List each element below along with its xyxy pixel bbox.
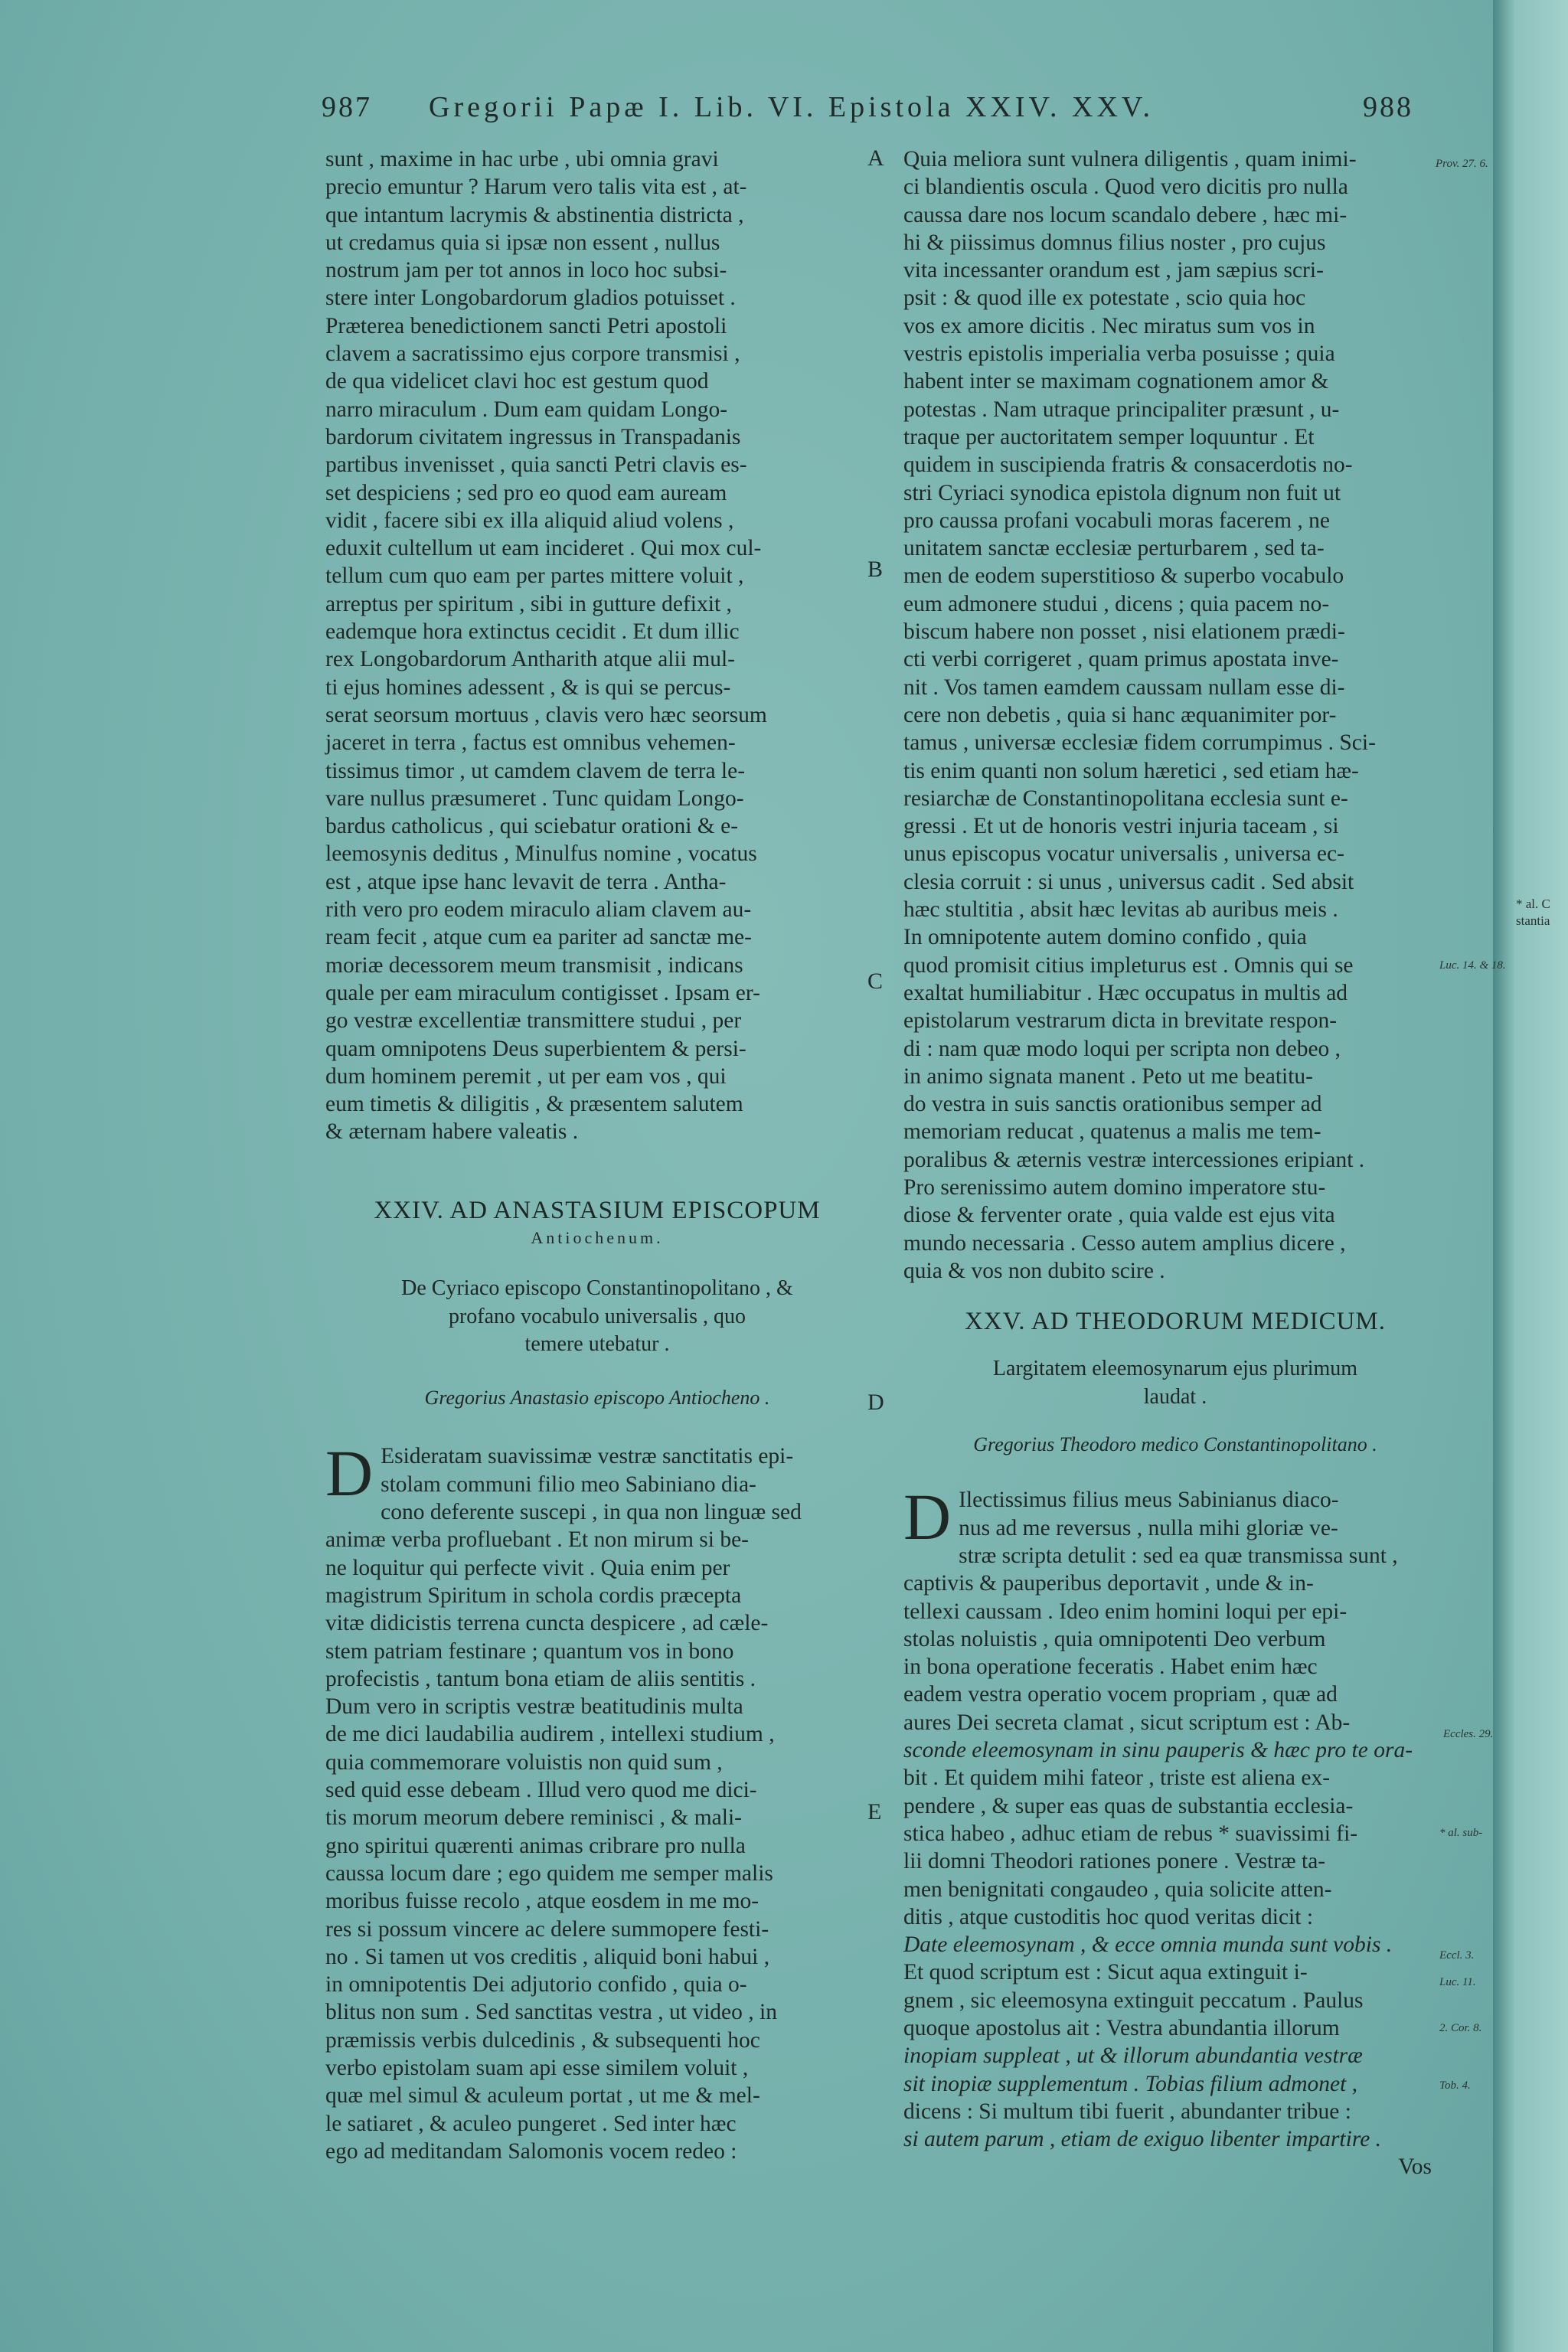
margin-note-luc11: Luc. 11. bbox=[1439, 1976, 1476, 1988]
section-letter-a: A bbox=[867, 145, 884, 171]
text-line: caussa locum dare ; ego quidem me semper malis bbox=[325, 1860, 773, 1886]
text-line: vare nullus præsumeret . Tunc quidam Longo- bbox=[325, 786, 744, 811]
text-line: eduxit cultellum ut eam incideret . Qui mox cul- bbox=[325, 536, 762, 561]
text-line: Præterea benedictionem sancti Petri apostoli bbox=[325, 313, 727, 338]
text-line: cti verbi corrigeret , quam primus apostata inve- bbox=[903, 647, 1339, 672]
text-line: memoriam reducat , quatenus a malis me tem- bbox=[903, 1119, 1321, 1145]
text-line: habent inter se maximam cognationem amor & bbox=[903, 369, 1329, 394]
text-line: & æternam habere valeatis . bbox=[325, 1119, 579, 1145]
text-line: clavem a sacratissimo ejus corpore transmisi , bbox=[325, 341, 740, 367]
epistle-25-title: XXV. AD THEODORUM MEDICUM. bbox=[964, 1308, 1387, 1336]
text-line: inopiam suppleat , ut & illorum abundantia vestræ bbox=[903, 2043, 1363, 2069]
text-line: stica habeo , adhuc etiam de rebus * suavissimi fi- bbox=[903, 1821, 1358, 1846]
text-line: gno spiritui quærenti animas cribrare pro nulla bbox=[325, 1833, 746, 1858]
text-line: sit inopiæ supplementum . Tobias filium admonet , bbox=[903, 2071, 1358, 2096]
page-number-right: 988 bbox=[1363, 91, 1413, 123]
text-line: blitus non sum . Sed sanctitas vestra , ut video , in bbox=[325, 2000, 777, 2025]
text-line: biscum habere non posset , nisi elationem prædi- bbox=[903, 619, 1345, 645]
text-line: stri Cyriaci synodica epistola dignum non fuit ut bbox=[903, 480, 1341, 505]
text-line: quia commemorare voluistis non quid sum , bbox=[325, 1749, 723, 1775]
text-line: diose & ferventer orate , quia valde est ejus vita bbox=[903, 1203, 1335, 1228]
text-line: serat seorsum mortuus , clavis vero hæc seorsum bbox=[325, 702, 767, 727]
margin-note-eccl3: Eccl. 3. bbox=[1439, 1949, 1475, 1962]
text-line: vos ex amore dicitis . Nec miratus sum vos in bbox=[903, 313, 1315, 338]
text-line: nit . Vos tamen eamdem caussam nullam esse di- bbox=[903, 675, 1345, 700]
text-line: sconde eleemosynam in sinu pauperis & hæc pro te ora- bbox=[903, 1738, 1413, 1763]
text-line: ti ejus homines adessent , & is qui se percus- bbox=[325, 675, 731, 700]
text-line: psit : & quod ille ex potestate , scio quia hoc bbox=[903, 286, 1306, 311]
text-line: vita incessanter orandum est , jam sæpius scri- bbox=[903, 258, 1324, 283]
text-line: quæ mel simul & aculeum portat , ut me & mel- bbox=[325, 2083, 760, 2109]
text-line: quidem in suscipienda fratris & consacerdotis no- bbox=[903, 452, 1353, 478]
text-line: jaceret in terra , factus est omnibus vehemen- bbox=[325, 730, 736, 756]
text-line: gressi . Et ut de honoris vestri injuria taceam , si bbox=[903, 814, 1339, 839]
text-line: potestas . Nam utraque principaliter præsunt , u- bbox=[903, 397, 1340, 422]
text-line: nostrum jam per tot annos in loco hoc subsi- bbox=[325, 258, 727, 283]
text-line: bardus catholicus , qui sciebatur orationi & e- bbox=[325, 814, 739, 839]
margin-note-luc14: Luc. 14. & 18. bbox=[1439, 959, 1506, 972]
left-paragraph-2 bbox=[325, 1436, 869, 2165]
text-line: tis enim quanti non solum hæretici , sed etiam hæ- bbox=[903, 758, 1359, 783]
text-line: rith vero pro eodem miraculo aliam clavem au- bbox=[325, 897, 752, 923]
text-line: gnem , sic eleemosyna extinguit peccatum . Paulus bbox=[903, 1988, 1364, 2013]
text-line: que intantum lacrymis & abstinentia districta , bbox=[325, 202, 744, 227]
epistle-24-address: Gregorius Anastasio episcopo Antiocheno . bbox=[424, 1387, 770, 1410]
summary-line: De Cyriaco episcopo Constantinopolitano , & bbox=[401, 1276, 793, 1301]
summary-line: laudat . bbox=[1143, 1384, 1207, 1409]
left-paragraph-1 bbox=[325, 145, 869, 1146]
margin-note-eccl: Eccles. 29. bbox=[1443, 1728, 1494, 1740]
text-line: go vestræ excellentiæ transmittere studui , per bbox=[325, 1008, 742, 1034]
text-line: de qua videlicet clavi hoc est gestum quod bbox=[325, 369, 709, 394]
text-line: profecistis , tantum bona etiam de aliis sentitis . bbox=[325, 1666, 756, 1691]
text-line: partibus invenisset , quia sancti Petri clavis es- bbox=[325, 452, 747, 478]
summary-line: profano vocabulo universalis , quo bbox=[448, 1304, 746, 1328]
text-line: nus ad me reversus , nulla mihi gloriæ ve- bbox=[959, 1515, 1338, 1540]
text-line: præmissis verbis dulcedinis , & subsequenti hoc bbox=[325, 2027, 760, 2053]
text-line: unus episcopus vocatur universalis , universa ec- bbox=[903, 841, 1344, 867]
text-line: dum hominem peremit , ut per eam vos , qui bbox=[325, 1063, 727, 1089]
text-line: Esideratam suavissimæ vestræ sanctitatis epi- bbox=[381, 1444, 794, 1469]
text-line: eum admonere studui , dicens ; quia pacem no- bbox=[903, 591, 1330, 616]
text-line: Quia meliora sunt vulnera diligentis , quam inimi- bbox=[903, 147, 1357, 172]
epistle-24-title: XXIV. AD ANASTASIUM EPISCOPUM bbox=[374, 1196, 821, 1224]
text-line: Ilectissimus filius meus Sabinianus diaco- bbox=[959, 1488, 1339, 1513]
text-line: exaltat humiliabitur . Hæc occupatus in multis ad bbox=[903, 980, 1348, 1005]
section-letter-b: B bbox=[867, 557, 884, 582]
epistle-24-summary bbox=[325, 1275, 869, 1358]
text-line: eademque hora extinctus cecidit . Et dum illic bbox=[325, 619, 740, 645]
text-line: eadem vestra operatio vocem propriam , quæ ad bbox=[903, 1682, 1338, 1707]
drop-cap: D bbox=[325, 1436, 374, 1511]
text-line: tellum cum quo eam per partes mittere voluit , bbox=[325, 564, 744, 589]
text-line: traque per auctoritatem semper loquuntur . Et bbox=[903, 424, 1315, 449]
text-line: stere inter Longobardorum gladios potuisset . bbox=[325, 286, 736, 311]
text-line: In omnipotente autem domino confido , quia bbox=[903, 925, 1307, 950]
text-line: dicens : Si multum tibi fuerit , abundanter tribue : bbox=[903, 2099, 1351, 2124]
text-line: lii domni Theodori rationes ponere . Vestræ ta- bbox=[903, 1849, 1326, 1874]
margin-note-cor: 2. Cor. 8. bbox=[1439, 2022, 1482, 2034]
text-line: tellexi caussam . Ideo enim homini loqui per epi- bbox=[903, 1599, 1348, 1624]
text-line: vestris epistolis imperialia verba posuisse ; quia bbox=[903, 341, 1335, 367]
facing-page-edge bbox=[1493, 0, 1568, 2352]
text-line: ut credamus quia si ipsæ non essent , nullus bbox=[325, 230, 720, 255]
epistle-25-heading bbox=[903, 1308, 1447, 1335]
text-line: resiarchæ de Constantinopolitana ecclesia sunt e- bbox=[903, 786, 1348, 811]
margin-note-tob: Tob. 4. bbox=[1439, 2079, 1471, 2092]
drop-cap: D bbox=[903, 1480, 952, 1554]
text-line: tamus , universæ ecclesiæ fidem corrumpimus . Sci- bbox=[903, 730, 1376, 756]
text-line: precio emuntur ? Harum vero talis vita est , at- bbox=[325, 175, 747, 200]
text-line: cere non debetis , quia si hanc æquanimiter por- bbox=[903, 702, 1337, 727]
section-letter-c: C bbox=[867, 969, 884, 994]
text-line: Date eleemosynam , & ecce omnia munda sunt vobis . bbox=[903, 1932, 1393, 1958]
text-line: quale per eam miraculum contigisset . Ipsam er- bbox=[325, 980, 760, 1005]
text-line: in omnipotentis Dei adjutorio confido , quia o- bbox=[325, 1972, 747, 1998]
section-letter-e: E bbox=[867, 1799, 882, 1824]
text-line: res si possum vincere ac delere summopere festi- bbox=[325, 1916, 769, 1942]
text-line: ditis , atque custoditis hoc quod veritas dicit : bbox=[903, 1904, 1314, 1929]
text-line: leemosynis deditus , Minulfus nomine , vocatus bbox=[325, 841, 757, 867]
text-line: magistrum Spiritum in schola cordis præcepta bbox=[325, 1583, 742, 1608]
text-line: men benignitati congaudeo , quia solicite atten- bbox=[903, 1877, 1332, 1902]
section-letter-d: D bbox=[867, 1390, 884, 1415]
epistle-25-summary bbox=[903, 1355, 1447, 1411]
text-line: no . Si tamen ut vos creditis , aliquid boni habui , bbox=[325, 1944, 770, 1969]
epistle-25-address: Gregorius Theodoro medico Constantinopolitano . bbox=[973, 1433, 1377, 1456]
text-line: rex Longobardorum Antharith atque alii mul- bbox=[325, 647, 735, 672]
text-line: in bona operatione feceratis . Habet enim hæc bbox=[903, 1655, 1318, 1680]
margin-note-al-sub: * al. sub- bbox=[1439, 1827, 1483, 1839]
text-line: verbo epistolam suam api esse similem voluit , bbox=[325, 2056, 749, 2080]
text-line: quod promisit citius impleturus est . Omnis qui se bbox=[903, 952, 1354, 978]
text-line: mundo necessaria . Cesso autem amplius dicere , bbox=[903, 1230, 1346, 1256]
text-line: est , atque ipse hanc levavit de terra . Antha- bbox=[325, 869, 727, 894]
text-line: sed quid esse debeam . Illud vero quod me dici- bbox=[325, 1778, 757, 1803]
text-line: poralibus & æternis vestræ intercessiones eripiant . bbox=[903, 1147, 1365, 1172]
text-line: vitæ didicistis terrena cuncta despicere , ad cæle- bbox=[325, 1611, 769, 1636]
text-line: narro miraculum . Dum eam quidam Longo- bbox=[325, 397, 728, 422]
text-line: di : nam quæ modo loqui per scripta non debeo , bbox=[903, 1036, 1341, 1061]
text-line: stolas noluistis , quia omnipotenti Deo verbum bbox=[903, 1626, 1326, 1651]
text-line: le satiaret , & aculeo pungeret . Sed inter hæc bbox=[325, 2111, 737, 2136]
text-line: stem patriam festinare ; quantum vos in bono bbox=[325, 1638, 734, 1664]
text-line: caussa dare nos locum scandalo debere , hæc mi- bbox=[903, 202, 1348, 227]
text-line: do vestra in suis sanctis orationibus semper ad bbox=[903, 1092, 1322, 1117]
text-line: bit . Et quidem mihi fateor , triste est aliena ex- bbox=[903, 1766, 1331, 1791]
text-line: moribus fuisse recolo , atque eosdem in me mo- bbox=[325, 1889, 760, 1914]
text-line: moriæ decessorem meum transmisit , indicans bbox=[325, 952, 743, 978]
right-column bbox=[903, 145, 1447, 2181]
text-line: tissimus timor , ut camdem clavem de terra le- bbox=[325, 758, 746, 783]
text-line: unitatem sanctæ ecclesiæ perturbarem , sed ta- bbox=[903, 536, 1325, 561]
text-line: aures Dei secreta clamat , sicut scriptum est : Ab- bbox=[903, 1710, 1351, 1735]
text-line: pro caussa profani vocabuli moras facerem , ne bbox=[903, 508, 1330, 533]
margin-note-prov: Prov. 27. 6. bbox=[1436, 158, 1488, 170]
text-line: quam omnipotens Deus superbientem & persi- bbox=[325, 1036, 746, 1061]
text-line: stolam communi filio meo Sabiniano dia- bbox=[381, 1472, 756, 1497]
text-line: hæc stultitia , absit hæc levitas ab auribus meis . bbox=[903, 897, 1338, 923]
epistle-24-subtitle: Antiochenum. bbox=[531, 1227, 664, 1247]
text-line: epistolarum vestrarum dicta in brevitate respon- bbox=[903, 1008, 1338, 1034]
text-line: eum timetis & diligitis , & præsentem salutem bbox=[325, 1092, 743, 1117]
summary-line: temere utebatur . bbox=[524, 1331, 670, 1356]
text-line: ci blandientis oscula . Quod vero dicitis pro nulla bbox=[903, 175, 1348, 200]
text-line: clesia corruit : si unus , universus cadit . Sed absit bbox=[903, 869, 1354, 894]
facing-page-margin-note: * al. C stantia bbox=[1516, 897, 1550, 928]
text-line: de me dici laudabilia audirem , intellexi studium , bbox=[325, 1722, 775, 1747]
text-line: Et quod scriptum est : Sicut aqua extinguit i- bbox=[903, 1960, 1308, 1985]
text-line: pendere , & super eas quas de substantia ecclesia- bbox=[903, 1793, 1354, 1818]
text-line: stræ scripta detulit : sed ea quæ transmissa sunt , bbox=[959, 1543, 1398, 1568]
summary-line: Largitatem eleemosynarum ejus plurimum bbox=[992, 1357, 1358, 1381]
page-number-left: 987 bbox=[322, 91, 372, 123]
text-line: quoque apostolus ait : Vestra abundantia illorum bbox=[903, 2016, 1340, 2040]
text-line: ego ad meditandam Salomonis vocem redeo : bbox=[325, 2138, 737, 2164]
epistle-24-heading bbox=[325, 1197, 869, 1253]
catchword: Vos bbox=[1398, 2154, 1432, 2180]
text-line: tis morum meorum debere reminisci , & mali- bbox=[325, 1805, 742, 1831]
right-paragraph-2 bbox=[903, 1480, 1447, 2153]
text-line: hi & piissimus domnus filius noster , pro cujus bbox=[903, 230, 1326, 255]
text-line: in animo signata manent . Peto ut me beatitu- bbox=[903, 1063, 1313, 1089]
text-line: vidit , facere sibi ex illa aliquid aliud volens , bbox=[325, 508, 734, 533]
text-line: men de eodem superstitioso & superbo vocabulo bbox=[903, 564, 1344, 589]
text-line: arreptus per spiritum , sibi in gutture defixit , bbox=[325, 591, 732, 616]
text-line: Pro serenissimo autem domino imperatore stu- bbox=[903, 1174, 1326, 1200]
text-line: sunt , maxime in hac urbe , ubi omnia gravi bbox=[325, 147, 719, 172]
text-line: set despiciens ; sed pro eo quod eam auream bbox=[325, 480, 727, 505]
left-column bbox=[325, 145, 869, 2165]
text-line: cono deferente suscepi , in qua non linguæ sed bbox=[381, 1500, 802, 1525]
text-line: animæ verba profluebant . Et non mirum si be- bbox=[325, 1527, 749, 1553]
text-line: Dum vero in scriptis vestræ beatitudinis multa bbox=[325, 1694, 743, 1720]
text-line: quia & vos non dubito scire . bbox=[903, 1258, 1165, 1283]
text-line: ne loquitur qui perfecte vivit . Quia enim per bbox=[325, 1555, 730, 1580]
running-title: Gregorii Papæ I. Lib. VI. Epistola XXIV. XXV. bbox=[429, 91, 1154, 123]
text-line: ream fecit , atque cum ea pariter ad sanctæ me- bbox=[325, 925, 752, 950]
right-paragraph-1 bbox=[903, 145, 1447, 1285]
text-line: captivis & pauperibus deportavit , unde & in- bbox=[903, 1571, 1314, 1596]
text-line: bardorum civitatem ingressus in Transpadanis bbox=[325, 424, 741, 449]
text-line: si autem parum , etiam de exiguo libenter impartire . bbox=[903, 2127, 1382, 2152]
